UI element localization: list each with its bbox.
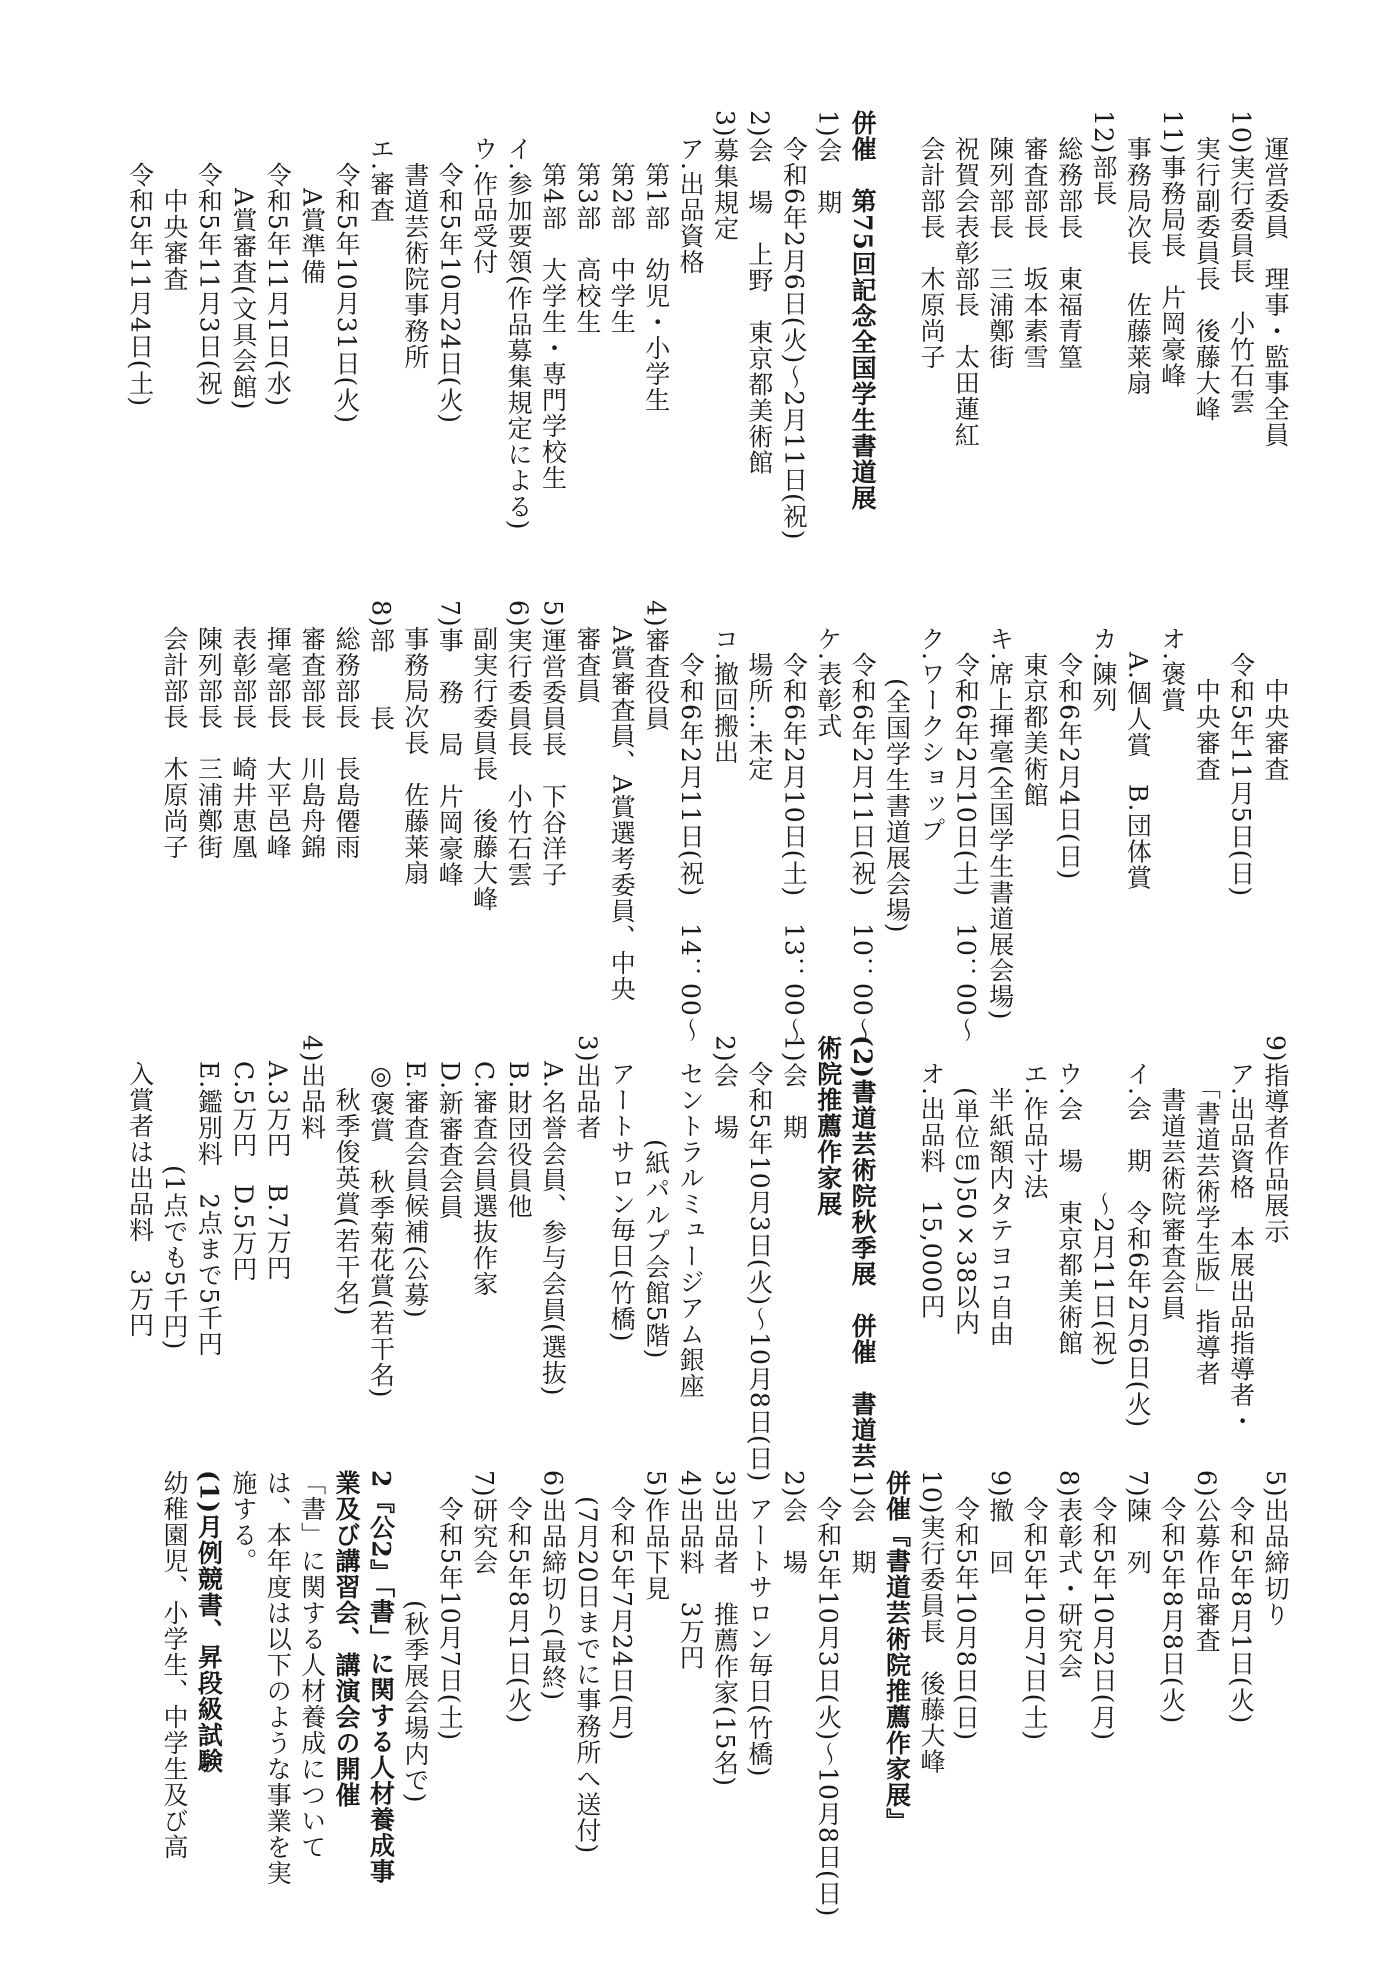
text-line: 令和6年2月4日(日): [1054, 600, 1084, 881]
section-heading: (2)書道芸術院秋季展 併催 書道芸: [848, 1035, 878, 1470]
text-line: エ.作品寸法: [1020, 1035, 1050, 1200]
text-tier-4: [142, 1470, 1292, 1920]
text-line: 表彰部長 崎井恵凰: [228, 600, 258, 860]
text-line: 幼稚園児、小学生、中学生及び高: [160, 1470, 189, 1860]
text-line: 4)出品料: [297, 1035, 327, 1141]
text-line: 6)公募作品審査: [1192, 1470, 1222, 1654]
text-line: イ.参加要領(作品募集規定による): [504, 110, 534, 531]
text-line: 9)指導者作品展示: [1261, 1035, 1290, 1245]
text-line: E.審査会員候補(公募): [400, 1035, 430, 1319]
text-tier-1: [125, 110, 1292, 550]
text-line: は、本年度は以下のような事業を実: [263, 1470, 293, 1886]
text-line: 10)実行委員長 小竹石雲: [1226, 110, 1256, 415]
text-line: A.3万円 B.7万円: [263, 1035, 293, 1282]
text-line: 令和5年8月1日(火): [1226, 1470, 1256, 1725]
text-tier-2: [142, 600, 1292, 1043]
text-line: カ.陳列: [1088, 600, 1118, 713]
text-line: 会計部長 木原尚子: [160, 600, 189, 860]
text-line: E.鑑別料 2点まで5千円: [194, 1035, 224, 1358]
text-line: 審査部長 川島舟錦: [297, 600, 327, 860]
text-line: 半紙額内タテヨコ自由: [985, 1035, 1015, 1347]
text-line: 令和5年10月8日(日): [951, 1470, 981, 1742]
text-line: アートサロン毎日(竹橋): [744, 1470, 774, 1778]
text-line: 書道芸術院審査会員: [1157, 1035, 1187, 1321]
text-line: 揮毫部長 大平邑峰: [263, 600, 293, 860]
text-line: 7)事 務 局 片岡豪峰: [435, 600, 465, 888]
text-line: 書道芸術院事務所: [400, 110, 430, 370]
text-line: 令和6年2月11日(祝) 14：00〜: [676, 600, 706, 1043]
text-line: (1点でも5千円): [160, 1035, 189, 1351]
text-line: 5)作品下見: [641, 1470, 671, 1602]
text-line: 場所…未定: [744, 600, 774, 782]
text-line: (全国学生書道展会場): [882, 600, 912, 934]
text-line: 実行副委員長 後藤大峰: [1192, 110, 1222, 422]
text-line: 令和5年10月7日(土): [435, 1470, 465, 1742]
text-line: 令和5年7月24日(月): [607, 1470, 637, 1742]
text-line: 2)会 場: [710, 1035, 740, 1141]
text-line: 令和6年2月6日(火)〜2月11日(祝): [779, 110, 809, 541]
text-line: (単位㎝)50×38以内: [951, 1035, 981, 1337]
text-line: 令和5年8月1日(火): [504, 1470, 534, 1725]
text-line: 「書道芸術学生版」指導者: [1192, 1035, 1222, 1387]
text-line: 5)運営委員長 下谷洋子: [538, 600, 568, 888]
text-line: アートサロン毎日(竹橋): [607, 1035, 637, 1343]
text-line: 2)会 場: [779, 1470, 809, 1576]
text-line: 祝賀会表彰部長 太田蓮紅: [951, 110, 981, 448]
text-tier-3: [125, 1035, 1292, 1483]
text-line: 1)会 期: [813, 110, 843, 216]
text-line: 2)会 場 上野 東京都美術館: [744, 110, 774, 476]
text-line: 陳列部長 三浦鄭街: [194, 600, 224, 860]
text-line: C.審査会員選抜作家: [469, 1035, 499, 1298]
text-line: 秋季俊英賞(若干名): [332, 1035, 362, 1317]
text-line: 令和6年2月10日(土) 13：00〜: [779, 600, 809, 1043]
text-line: 総務部長 長島僊雨: [332, 600, 362, 860]
text-line: 陳列部長 三浦鄭街: [985, 110, 1015, 370]
text-line: 中央審査: [1261, 600, 1290, 782]
text-line: 〜2月11日(祝): [1088, 1035, 1118, 1368]
text-line: 令和5年10月24日(火): [435, 110, 465, 425]
text-line: 8)表彰式・研究会: [1054, 1470, 1084, 1680]
text-line: 8)部 長: [366, 600, 396, 732]
text-line: 「書」に関する人材養成について: [297, 1470, 327, 1860]
text-line: 第1部 幼児・小学生: [641, 110, 671, 413]
text-line: オ.褒賞: [1157, 600, 1187, 713]
text-line: 第2部 中学生: [607, 110, 637, 335]
text-line: ウ.作品受付: [469, 110, 499, 275]
text-line: セントラルミュージアム銀座: [676, 1035, 706, 1399]
text-line: [879, 1035, 913, 1475]
text-line: 6)出品締切り(最終): [538, 1470, 568, 1702]
text-line: 事務局次長 佐藤莱扇: [400, 600, 430, 886]
text-line: 会計部長 木原尚子: [916, 110, 946, 370]
text-line: 中央審査: [1192, 600, 1222, 782]
text-line: 東京都美術館: [1020, 600, 1050, 808]
text-line: 令和5年11月4日(土): [125, 110, 155, 408]
text-line: A.名誉会員、参与会員(選抜): [538, 1035, 568, 1397]
text-line: 施する。: [228, 1470, 258, 1574]
text-line: キ.席上揮毫(全国学生書道展会場): [985, 600, 1015, 1021]
text-line: 4)審査役員: [641, 600, 671, 732]
text-line: 総務部長 東福青篁: [1054, 110, 1084, 370]
text-line: C.5万円 D.5万円: [228, 1035, 258, 1283]
text-line: 入賞者は出品料 3万円: [125, 1035, 155, 1338]
text-line: 3)出品者: [572, 1035, 602, 1141]
section-heading: (1)月例競書、昇段級試験: [194, 1470, 224, 1775]
text-line: 令和5年11月5日(日): [1226, 600, 1256, 898]
text-line: エ.審査: [366, 110, 396, 223]
text-line: 3)出品者 推薦作家(15名): [710, 1470, 740, 1787]
text-line: 4)出品料 3万円: [676, 1470, 706, 1671]
text-line: コ.撤回搬出: [710, 600, 740, 765]
text-line: 審査員: [572, 600, 602, 704]
text-line: A.個人賞 B.団体賞: [1123, 600, 1153, 891]
text-line: 3)募集規定: [710, 110, 740, 242]
text-line: ア.出品資格 本展出品指導者・: [1226, 1035, 1256, 1434]
text-line: 運営委員 理事・監事全員: [1261, 110, 1290, 448]
text-line: ク.ワークショップ: [916, 600, 946, 843]
text-line: 11)事務局長 片岡豪峰: [1157, 110, 1187, 389]
text-line: 令和5年10月7日(土): [1020, 1470, 1050, 1742]
text-line: 第3部 高校生: [572, 110, 602, 335]
text-line: 1)会 期: [779, 1035, 809, 1141]
text-line: [879, 110, 913, 550]
text-line: 令和6年2月10日(土) 10：00〜: [951, 600, 981, 1043]
text-line: B.財団役員他: [504, 1035, 534, 1220]
text-line: 令和5年8月8日(火): [1157, 1470, 1187, 1725]
text-line: ◎褒賞 秋季菊花賞(若干名): [366, 1035, 396, 1399]
text-line: 7)陳 列: [1123, 1470, 1153, 1576]
text-line: 令和5年10月2日(月): [1088, 1470, 1118, 1742]
text-line: (紙パルプ会館5階): [641, 1035, 671, 1360]
section-heading: 併催 第75回記念全国学生書道展: [848, 110, 878, 511]
text-line: 令和5年11月3日(祝): [194, 110, 224, 408]
text-line: 審査部長 坂本素雪: [1020, 110, 1050, 370]
text-line: ウ.会 場 東京都美術館: [1054, 1035, 1084, 1356]
text-line: (7月20日までに事務所へ送付): [572, 1470, 602, 1855]
text-line: A賞審査員、A賞選考委員、中央: [607, 600, 637, 1003]
section-heading: 術院推薦作家展: [813, 1035, 843, 1217]
text-line: 第4部 大学生・専門学校生: [538, 110, 568, 491]
text-line: 9)撤 回: [985, 1470, 1015, 1576]
text-line: イ.会 期 令和6年2月6日(火): [1123, 1035, 1153, 1429]
text-line: ケ.表彰式: [813, 600, 843, 739]
text-line: A賞準備: [297, 110, 327, 286]
text-line: 7)研究会: [469, 1470, 499, 1576]
text-line: A賞審査(文具会館): [228, 110, 258, 411]
text-line: 12)部長: [1088, 110, 1118, 207]
text-line: 10)実行委員長 後藤大峰: [916, 1470, 946, 1775]
text-line: 令和6年2月11日(祝) 10：00〜: [848, 600, 878, 1043]
text-line: 令和5年10月3日(火)〜10月8日(日): [813, 1470, 843, 1918]
text-line: 令和5年11月1日(水): [263, 110, 293, 408]
text-line: 1)会 期: [848, 1470, 878, 1576]
text-line: 令和5年10月3日(火)〜10月8日(日): [744, 1035, 774, 1483]
section-heading: 2『公2』「書」に関する人材養成事: [366, 1470, 396, 1885]
section-heading: 併催『書道芸術院推薦作家展』: [882, 1470, 912, 1834]
text-line: 副実行委員長 後藤大峰: [469, 600, 499, 912]
text-line: (秋季展会場内で): [400, 1470, 430, 1804]
text-line: ア.出品資格: [676, 110, 706, 275]
section-heading: 業及び講習会、講演会の開催: [332, 1470, 362, 1808]
text-line: 6)実行委員長 小竹石雲: [504, 600, 534, 888]
text-line: 事務局次長 佐藤莱扇: [1123, 110, 1153, 396]
text-line: 中央審査: [160, 110, 189, 292]
text-line: 5)出品締切り: [1261, 1470, 1290, 1628]
text-line: D.新審査会員: [435, 1035, 465, 1221]
text-line: オ.出品料 15,000円: [916, 1035, 946, 1320]
text-line: 令和5年10月31日(火): [332, 110, 362, 425]
